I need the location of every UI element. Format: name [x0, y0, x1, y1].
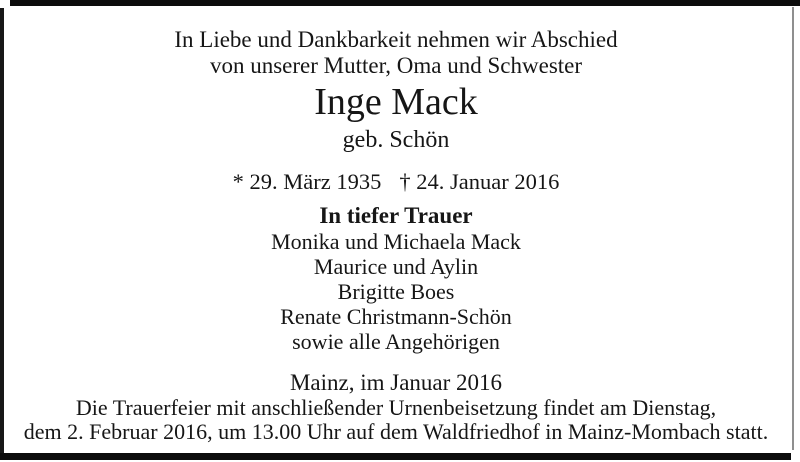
mourner-line: Renate Christmann-Schön — [280, 304, 512, 329]
funeral-info-line-2: dem 2. Februar 2016, um 13.00 Uhr auf dem Waldfriedhof in Mainz-Mombach statt. — [23, 419, 769, 444]
maiden-name: geb. Schön — [342, 127, 450, 153]
frame-bottom-border — [0, 453, 791, 460]
mourner-line: Monika und Michaela Mack — [271, 229, 521, 254]
birth-date: * 29. März 1935 — [232, 169, 382, 194]
deceased-name: Inge Mack — [314, 81, 478, 123]
life-dates — [0, 169, 792, 195]
death-date: † 24. Januar 2016 — [399, 169, 560, 194]
intro-line-1: In Liebe und Dankbarkeit nehmen wir Abschied — [174, 27, 618, 52]
funeral-info-line-1: Die Trauerfeier mit anschließender Urnenbeisetzung findet am Dienstag, — [75, 395, 717, 420]
mourning-header: In tiefer Trauer — [319, 203, 473, 228]
intro-line-2: von unserer Mutter, Oma und Schwester — [209, 53, 583, 78]
frame-right-border — [792, 7, 794, 450]
mourners-list — [0, 229, 792, 354]
mourner-line: sowie alle Angehörigen — [292, 329, 500, 354]
mourner-line: Brigitte Boes — [337, 279, 455, 304]
place-and-date: Mainz, im Januar 2016 — [289, 370, 503, 395]
mourner-line: Maurice und Aylin — [313, 254, 479, 279]
